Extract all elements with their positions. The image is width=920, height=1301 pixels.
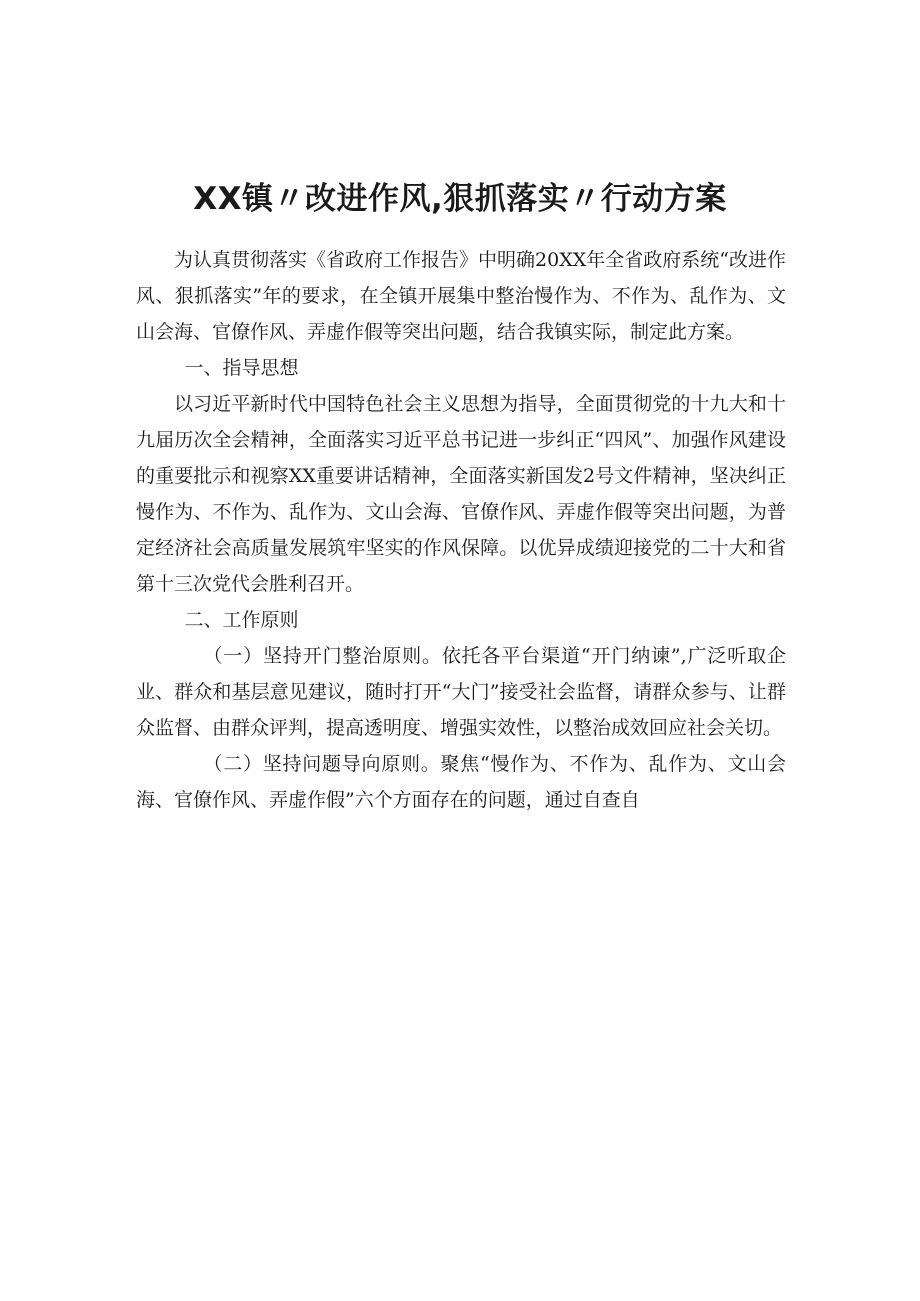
intro-paragraph: 为认真贯彻落实《省政府工作报告》中明确20XX年全省政府系统“改进作风、狠抓落实”年的要求，在全镇开展集中整治慢作为、不作为、乱作为、文山会海、官僚作风、弄虚作假等突出问题，结合我镇实际，制定此方案。: [136, 249, 786, 343]
section-heading-guiding-ideology: 一、指导思想: [184, 357, 299, 379]
section-heading-work-principles: 二、工作原则: [184, 609, 299, 631]
principle-open-rectification-paragraph: （一）坚持开门整治原则。依托各平台渠道“开门纳谏”,广泛听取企业、群众和基层意见建议，随时打开“大门”接受社会监督，请群众参与、让群众监督、由群众评判，提高透明度、增强实效性，以整治成效回应社会关切。: [136, 645, 786, 739]
document-title: XX镇〃改进作风,狠抓落实〃行动方案: [193, 181, 727, 217]
guiding-ideology-paragraph: 以习近平新时代中国特色社会主义思想为指导，全面贯彻党的十九大和十九届历次全会精神，全面落实习近平总书记进一步纠正“四风”、加强作风建设的重要批示和视察XX重要讲话精神，全面落实新国发2号文件精神，坚决纠正慢作为、不作为、乱作为、文山会海、官僚作风、弄虚作假等突出问题，为普定经济社会高质量发展筑牢坚实的作风保障。以优异成绩迎接党的二十大和省第十三次党代会胜利召开。: [136, 393, 786, 595]
document-body: [136, 242, 786, 818]
principle-problem-oriented-paragraph: （二）坚持问题导向原则。聚焦“慢作为、不作为、乱作为、文山会海、官僚作风、弄虚作假”六个方面存在的问题，通过自查自: [136, 753, 786, 811]
